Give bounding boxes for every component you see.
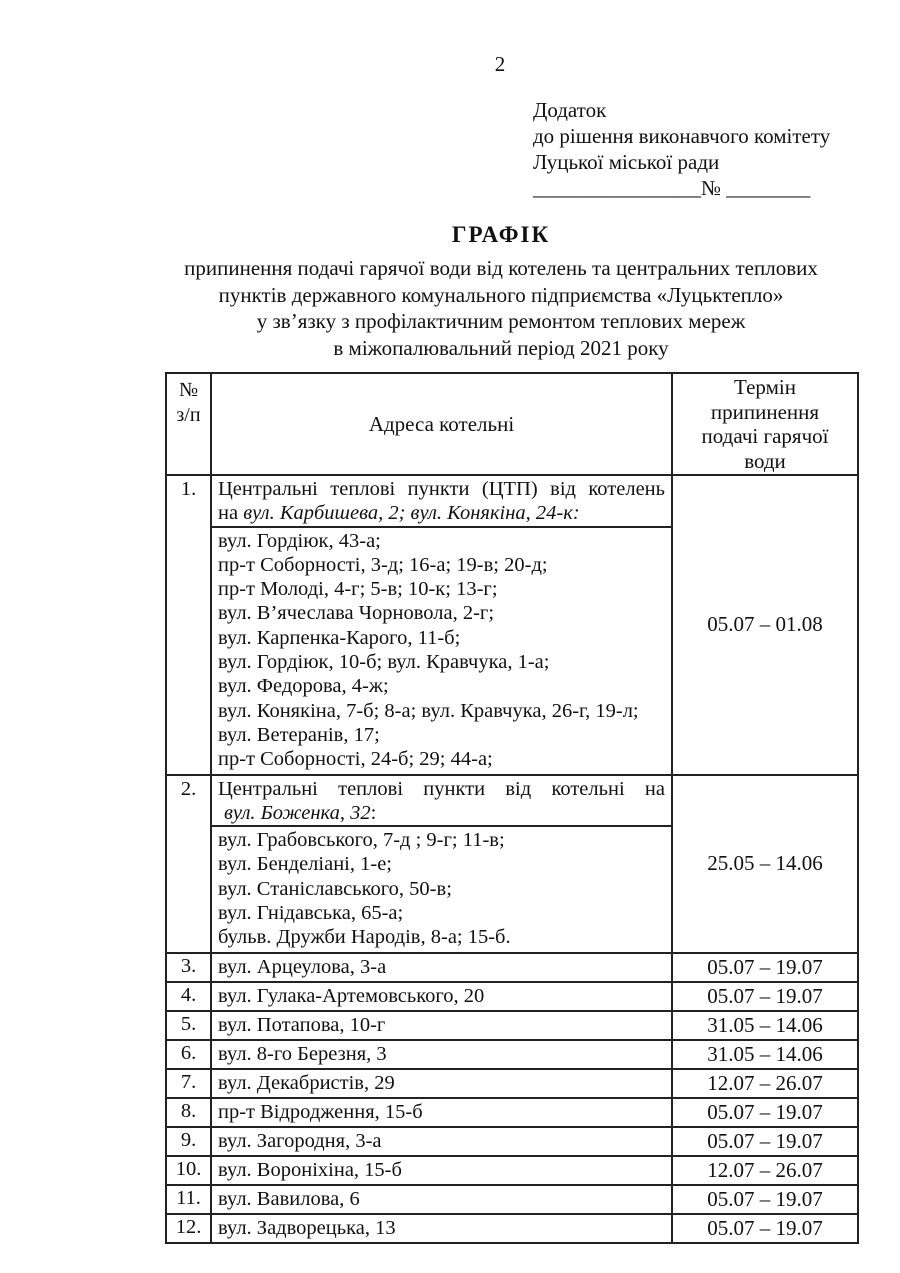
appendix-line-3: Луцької міської ради [533, 150, 720, 174]
row-number-cell: 7. [166, 1069, 211, 1098]
term-cell: 12.07 – 26.07 [672, 1069, 858, 1098]
table-row-group-1 [166, 475, 858, 775]
group-heading-line-2: на вул. Карбишева, 2; вул. Конякіна, 24-к: [218, 502, 580, 525]
address-line: вул. В’ячеслава Чорновола, 2-г; [218, 602, 495, 625]
address-line: вул. Конякіна, 7-б; 8-а; вул. Кравчука, 26-г, 19-л; [218, 699, 639, 722]
table-row [166, 1185, 858, 1214]
row-number-cell: 5. [166, 1011, 211, 1040]
table-row [166, 1040, 858, 1069]
table-header-row [166, 373, 858, 475]
address-line: вул. Грабовського, 7-д ; 9-г; 11-в; [218, 829, 505, 852]
header-cell-address: Адреса котельні [211, 373, 672, 475]
address-line: бульв. Дружби Народів, 8-а; 15-б. [218, 926, 511, 949]
address-cell: вул. 8-го Березня, 3 [211, 1040, 672, 1069]
table-row [166, 1156, 858, 1185]
term-cell: 05.07 – 19.07 [672, 1127, 858, 1156]
row-number-cell: 8. [166, 1098, 211, 1127]
title-block [150, 222, 852, 361]
row-number-cell: 6. [166, 1040, 211, 1069]
document-title: ГРАФІК [451, 222, 551, 247]
address-line: вул. Гордіюк, 10-б; вул. Кравчука, 1-а; [218, 651, 550, 674]
address-line: вул. Федорова, 4-ж; [218, 675, 389, 698]
address-cell: вул. Вавилова, 6 [211, 1185, 672, 1214]
subtitle-line-4: в міжопалювальний період 2021 року [333, 335, 669, 360]
boiler-group-heading [212, 776, 671, 828]
address-line: вул. Гордіюк, 43-а; [218, 529, 381, 552]
address-cell: вул. Декабристів, 29 [211, 1069, 672, 1098]
term-cell: 05.07 – 19.07 [672, 1185, 858, 1214]
table-row [166, 982, 858, 1011]
address-cell [211, 775, 672, 953]
row-number-cell: 3. [166, 953, 211, 982]
group-heading-line-2: вул. Боженка, 32: [224, 801, 377, 824]
table-row [166, 953, 858, 982]
row-number-cell: 12. [166, 1214, 211, 1243]
address-line: пр-т Соборності, 24-б; 29; 44-а; [218, 748, 493, 771]
boiler-group-heading [212, 476, 671, 528]
address-line: вул. Станіславського, 50-в; [218, 877, 452, 900]
row-number-cell: 2. [166, 775, 211, 953]
group-heading-line-1: Центральні теплові пункти (ЦТП) від котелень [218, 478, 665, 500]
address-cell: вул. Задворецька, 13 [211, 1214, 672, 1243]
row-number-cell: 4. [166, 982, 211, 1011]
table-row [166, 1127, 858, 1156]
address-list [212, 827, 671, 951]
shutdown-schedule-table [165, 372, 859, 1244]
subtitle-line-3: у зв’язку з профілактичним ремонтом теплових мереж [256, 309, 746, 333]
address-cell: вул. Загородня, 3-а [211, 1127, 672, 1156]
row-number-cell: 1. [166, 475, 211, 775]
appendix-line-1: Додаток [533, 98, 607, 122]
row-number-cell: 10. [166, 1156, 211, 1185]
address-list [212, 528, 671, 774]
address-line: пр-т Молоді, 4-г; 5-в; 10-к; 13-г; [218, 578, 498, 601]
address-cell [211, 475, 672, 775]
term-cell: 05.07 – 01.08 [672, 475, 858, 775]
address-cell: пр-т Відродження, 15-б [211, 1098, 672, 1127]
address-line: вул. Гнідавська, 65-а; [218, 902, 404, 925]
term-cell: 05.07 – 19.07 [672, 982, 858, 1011]
address-line: вул. Ветеранів, 17; [218, 723, 380, 746]
page-number: 2 [494, 52, 506, 76]
appendix-number-blank-line: ________________№ ________ [533, 176, 811, 200]
term-cell: 12.07 – 26.07 [672, 1156, 858, 1185]
header-cell-number: № з/п [166, 373, 211, 475]
group-heading-line-1: Центральні теплові пункти від котельні на [218, 777, 665, 800]
appendix-block [533, 97, 830, 201]
table-row [166, 1214, 858, 1243]
term-cell: 05.07 – 19.07 [672, 1214, 858, 1243]
subtitle-line-2: пунктів державного комунального підприємства «Луцьктепло» [218, 282, 784, 307]
table-row [166, 1098, 858, 1127]
address-cell: вул. Вороніхіна, 15-б [211, 1156, 672, 1185]
term-cell: 05.07 – 19.07 [672, 1098, 858, 1127]
address-line: пр-т Соборності, 3-д; 16-а; 19-в; 20-д; [218, 553, 548, 576]
row-number-cell: 9. [166, 1127, 211, 1156]
document-subtitle [150, 255, 852, 361]
term-cell: 31.05 – 14.06 [672, 1011, 858, 1040]
subtitle-line-1: припинення подачі гарячої води від котелень та центральних теплових [184, 256, 818, 280]
address-cell: вул. Арцеулова, 3-а [211, 953, 672, 982]
table-row-group-2 [166, 775, 858, 953]
address-cell: вул. Потапова, 10-г [211, 1011, 672, 1040]
appendix-line-2: до рішення виконавчого комітету [533, 124, 831, 148]
address-line: вул. Бенделіані, 1-е; [218, 853, 392, 876]
term-cell: 05.07 – 19.07 [672, 953, 858, 982]
table-row [166, 1069, 858, 1098]
address-cell: вул. Гулака-Артемовського, 20 [211, 982, 672, 1011]
term-cell: 31.05 – 14.06 [672, 1040, 858, 1069]
row-number-cell: 11. [166, 1185, 211, 1214]
address-line: вул. Карпенка-Карого, 11-б; [218, 626, 461, 649]
header-cell-term: Термін припинення подачі гарячої води [672, 373, 858, 475]
term-cell: 25.05 – 14.06 [672, 775, 858, 953]
table-row [166, 1011, 858, 1040]
